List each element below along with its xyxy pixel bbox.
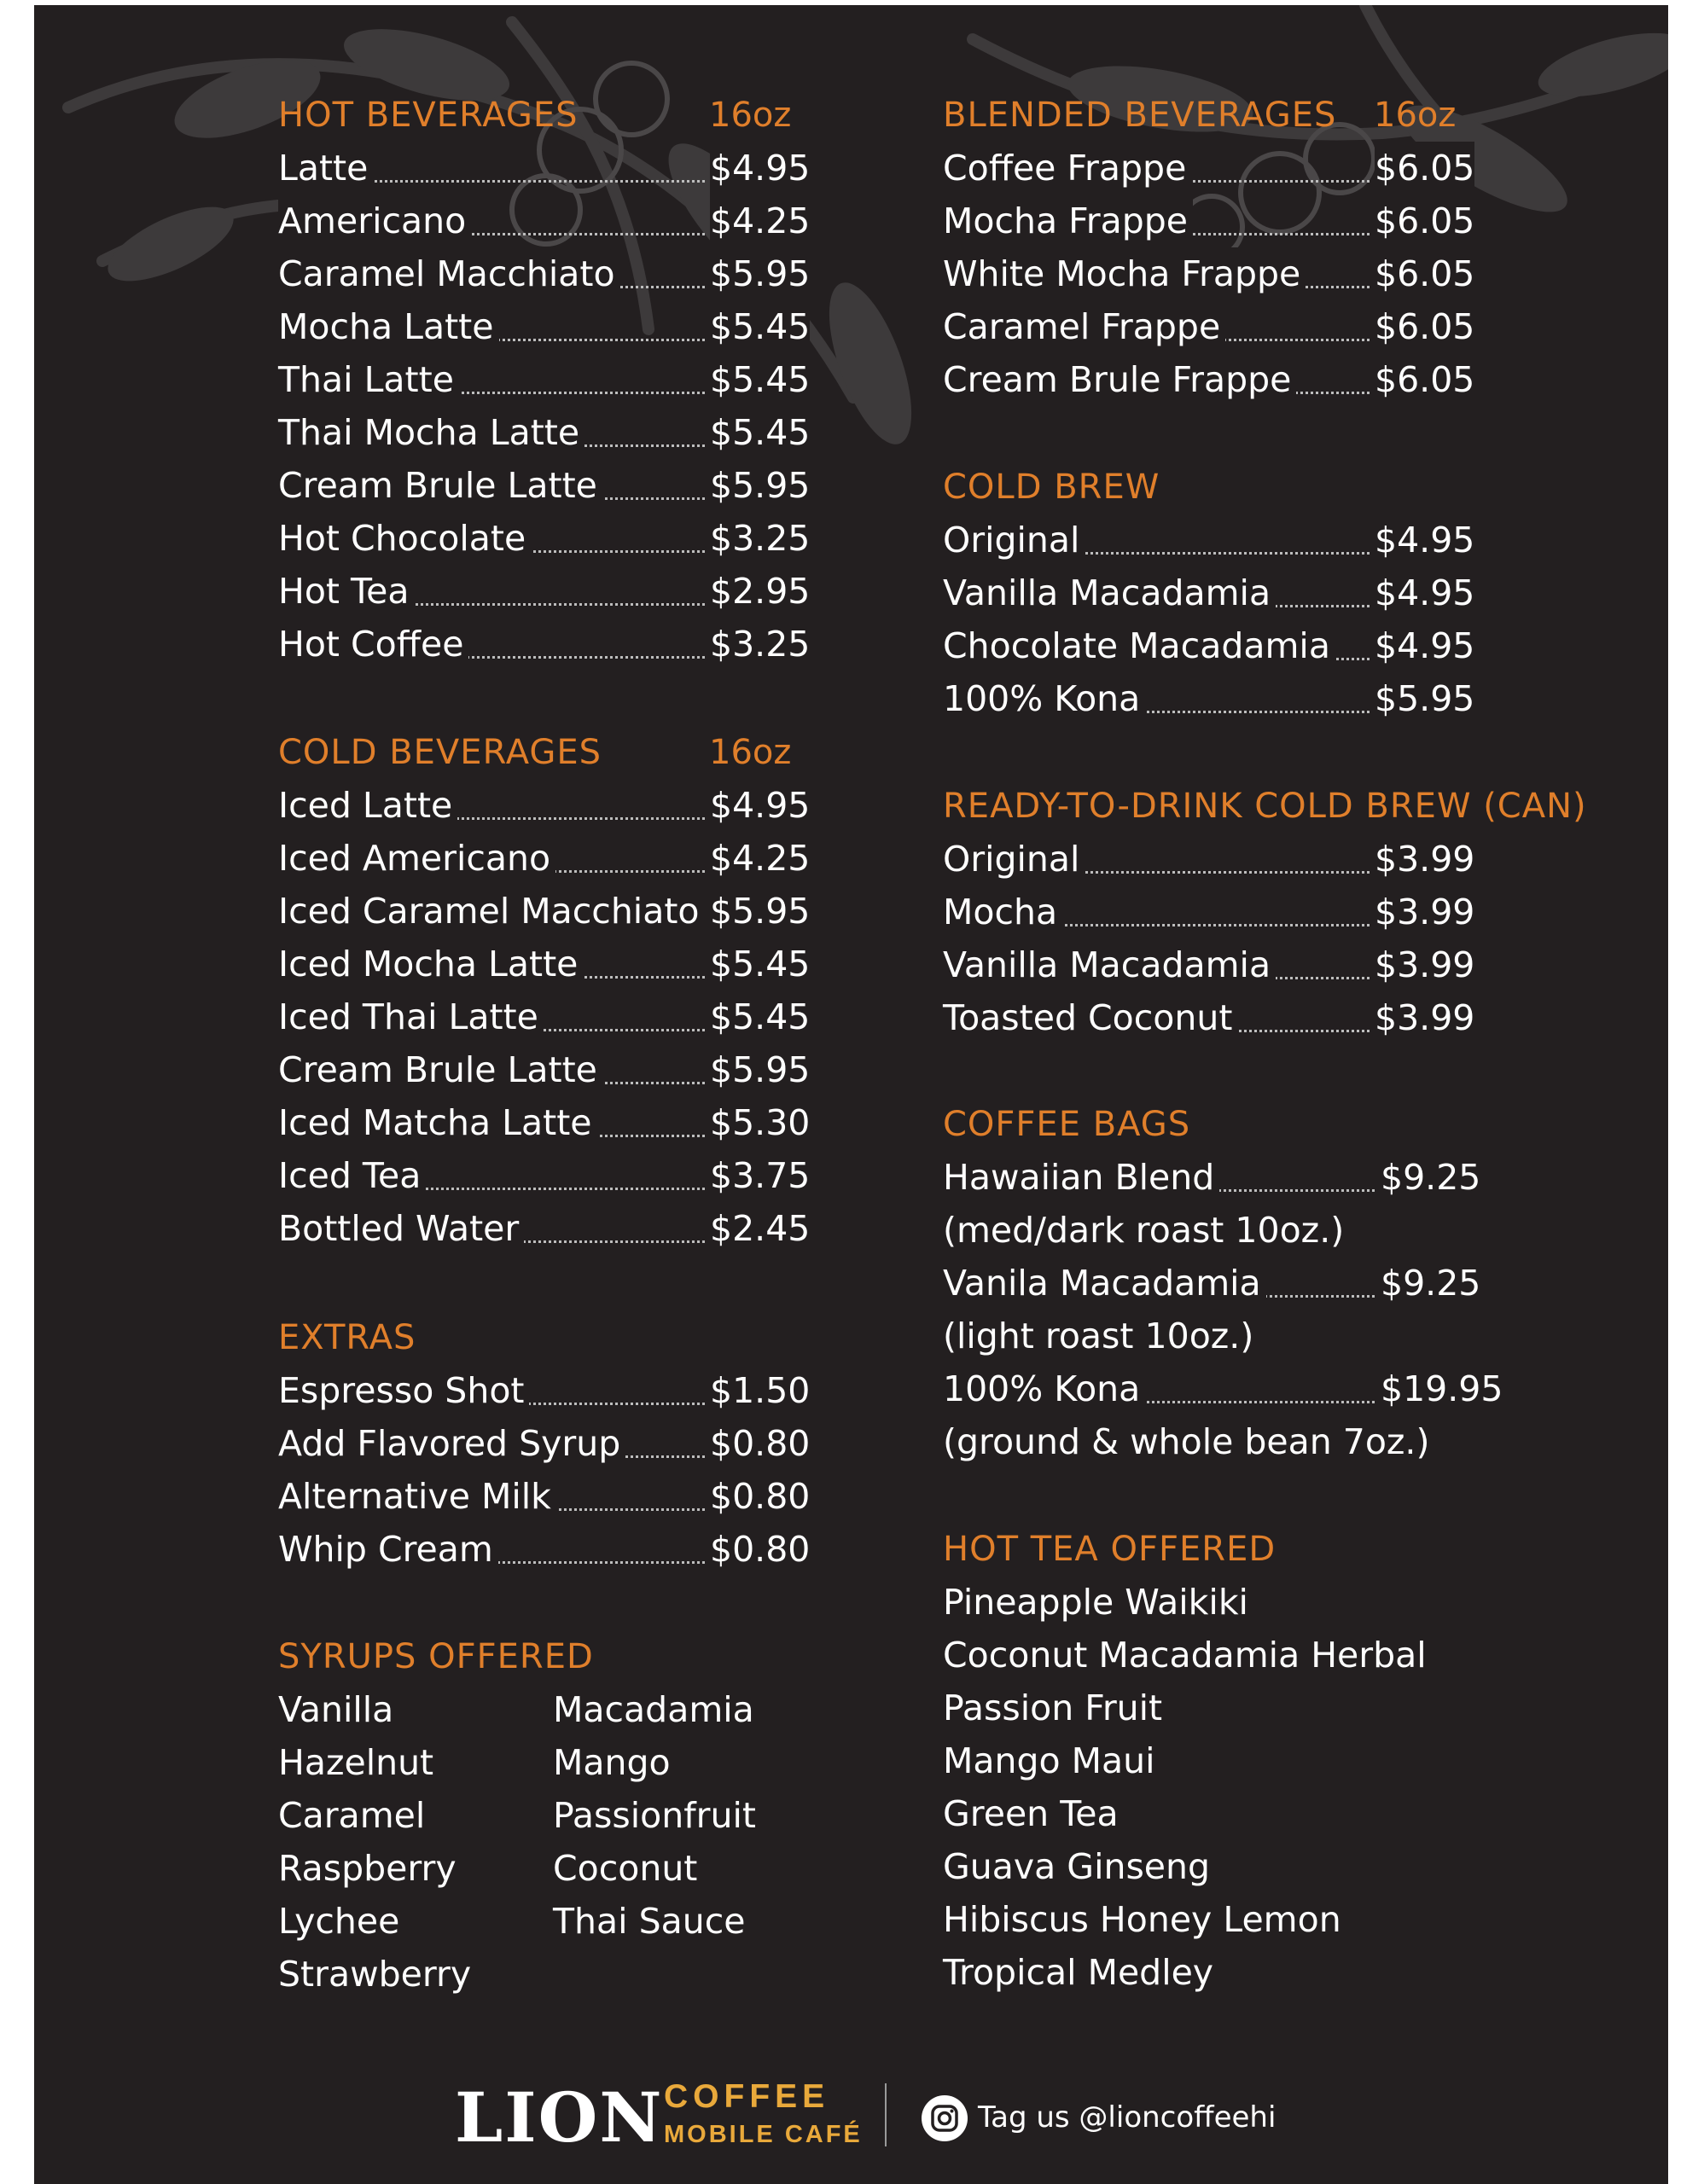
item-price: $5.45 [710,938,810,990]
item-name: Iced Americano [278,832,555,885]
item-name: Mocha [943,886,1062,938]
syrup-item: Lychee [278,1901,400,1942]
brand-logo-subtitle: MOBILE CAFÉ [664,2121,863,2148]
item-price: $4.95 [1375,619,1474,672]
item-price: $6.05 [1375,195,1474,247]
syrup-item: Hazelnut [278,1742,434,1783]
size-label: 16oz [709,96,792,135]
item-name: Caramel Frappe [943,300,1225,353]
menu-item [943,1151,1481,1204]
item-name: Hawaiian Blend [943,1151,1219,1204]
item-name: Chocolate Macadamia [943,619,1335,672]
menu-item [278,1202,811,1255]
item-name: Coffee Frappe [943,142,1191,195]
section-title: EXTRAS [278,1318,416,1357]
item-price: $3.75 [710,1149,810,1202]
item-name: Bottled Water [278,1202,524,1255]
item-name: Iced Matcha Latte [278,1096,597,1149]
menu-item [278,247,811,300]
menu-item [278,618,811,671]
item-price: $5.45 [710,990,810,1043]
menu-item [278,353,811,406]
item-price: $5.30 [710,1096,810,1149]
item-price: $6.05 [1375,300,1474,353]
menu-item [278,1096,811,1149]
menu-item [278,1364,811,1417]
item-name: Original [943,514,1085,566]
item-price: $3.99 [1375,833,1474,886]
menu-item [278,885,811,938]
menu-item [943,1257,1481,1310]
tea-item: Pineapple Waikiki [943,1582,1248,1623]
item-price: $6.05 [1375,142,1474,195]
brand-logo-coffee: COFFEE [664,2078,830,2115]
item-price: $1.50 [710,1364,810,1417]
menu-item [943,353,1475,406]
item-name: 100% Kona [943,672,1145,725]
menu-board [34,5,1668,2184]
tea-item: Hibiscus Honey Lemon [943,1899,1341,1940]
item-note: (med/dark roast 10oz.) [943,1210,1345,1251]
item-name: Vanilla Macadamia [943,566,1276,619]
syrup-item: Thai Sauce [553,1901,746,1942]
item-name: Iced Caramel Macchiato [278,885,704,938]
menu-item [278,142,811,195]
section-title: READY-TO-DRINK COLD BREW (CAN) [943,787,1587,826]
menu-item [943,938,1475,991]
tea-item: Mango Maui [943,1740,1155,1781]
menu-item [278,195,811,247]
menu-item [943,619,1475,672]
item-price: $0.80 [710,1417,810,1470]
menu-item [278,938,811,990]
item-price: $3.99 [1375,938,1474,991]
item-name: Iced Thai Latte [278,990,544,1043]
item-price: $4.25 [710,832,810,885]
menu-item [278,1470,811,1523]
menu-item [278,1043,811,1096]
section-title: HOT BEVERAGES [278,96,579,135]
section-title: COLD BEVERAGES [278,733,602,772]
menu-item [943,142,1475,195]
item-name: Vanila Macadamia [943,1257,1266,1310]
syrup-item: Mango [553,1742,671,1783]
syrup-item: Coconut [553,1848,698,1889]
item-name: White Mocha Frappe [943,247,1306,300]
item-price: $0.80 [710,1523,810,1576]
item-name: Hot Tea [278,565,414,618]
syrup-item: Strawberry [278,1954,472,1995]
menu-item [278,300,811,353]
item-price: $4.95 [1375,566,1474,619]
item-price: $5.95 [710,459,810,512]
item-name: Toasted Coconut [943,991,1237,1044]
section-title: HOT TEA OFFERED [943,1530,1277,1569]
menu-item [943,991,1475,1044]
item-price: $19.95 [1381,1362,1503,1415]
item-price: $2.95 [710,565,810,618]
item-name: Iced Mocha Latte [278,938,583,990]
item-price: $3.99 [1375,991,1474,1044]
item-price: $6.05 [1375,247,1474,300]
section-title: SYRUPS OFFERED [278,1637,594,1676]
syrup-item: Macadamia [553,1689,754,1730]
tea-item: Passion Fruit [943,1687,1163,1728]
item-name: Iced Tea [278,1149,426,1202]
item-price: $5.45 [710,353,810,406]
menu-item [943,247,1475,300]
menu-item [943,300,1475,353]
menu-item [943,1362,1503,1415]
item-name: Caramel Macchiato [278,247,620,300]
menu-item [943,514,1475,566]
item-price: $3.25 [710,618,810,671]
item-price: $4.25 [710,195,810,247]
menu-item [278,990,811,1043]
item-price: $4.95 [710,779,810,832]
item-name: Cream Brule Frappe [943,353,1296,406]
item-price: $0.80 [710,1470,810,1523]
menu-item [278,1149,811,1202]
item-name: Americano [278,195,471,247]
tea-item: Green Tea [943,1793,1119,1834]
item-name: Alternative Milk [278,1470,556,1523]
brand-logo-lion: LION [455,2077,664,2158]
section-title: BLENDED BEVERAGES [943,96,1337,135]
syrup-item: Passionfruit [553,1795,756,1836]
section-title: COFFEE BAGS [943,1105,1191,1144]
social-tag-text[interactable]: Tag us @lioncoffeehi [978,2100,1277,2135]
menu-item [278,565,811,618]
item-price: $4.95 [1375,514,1474,566]
item-name: Mocha Latte [278,300,499,353]
menu-item [943,833,1475,886]
footer-divider [885,2083,887,2146]
item-name: Whip Cream [278,1523,498,1576]
item-price: $5.95 [710,1043,810,1096]
instagram-icon[interactable] [922,2095,968,2141]
item-name: Cream Brule Latte [278,459,602,512]
footer [34,2070,1668,2164]
item-price: $5.95 [1375,672,1474,725]
item-price: $4.95 [710,142,810,195]
item-price: $3.25 [710,512,810,565]
menu-item [943,886,1475,938]
menu-item [943,672,1475,725]
item-price: $5.95 [710,885,810,938]
syrup-item: Caramel [278,1795,426,1836]
tea-item: Guava Ginseng [943,1846,1211,1887]
item-name: Mocha Frappe [943,195,1193,247]
item-price: $9.25 [1381,1257,1480,1310]
item-name: Espresso Shot [278,1364,529,1417]
item-name: Thai Latte [278,353,459,406]
syrup-item: Vanilla [278,1689,394,1730]
item-note: (ground & whole bean 7oz.) [943,1421,1430,1462]
item-price: $5.95 [710,247,810,300]
item-price: $2.45 [710,1202,810,1255]
item-price: $6.05 [1375,353,1474,406]
item-name: Vanilla Macadamia [943,938,1276,991]
menu-item [943,195,1475,247]
item-name: Latte [278,142,373,195]
menu-item [278,512,811,565]
menu-item [278,1417,811,1470]
item-price: $5.45 [710,300,810,353]
item-name: Thai Mocha Latte [278,406,584,459]
tea-item: Coconut Macadamia Herbal [943,1635,1427,1676]
item-name: Hot Chocolate [278,512,531,565]
item-name: Cream Brule Latte [278,1043,602,1096]
menu-item [278,1523,811,1576]
menu-item [278,459,811,512]
section-title: COLD BREW [943,468,1160,507]
item-price: $5.45 [710,406,810,459]
item-name: Add Flavored Syrup [278,1417,625,1470]
menu-item [278,832,811,885]
menu-item [278,406,811,459]
item-price: $3.99 [1375,886,1474,938]
tea-item: Tropical Medley [943,1952,1214,1993]
item-name: Hot Coffee [278,618,468,671]
size-label: 16oz [709,733,792,772]
syrup-item: Raspberry [278,1848,457,1889]
item-note: (light roast 10oz.) [943,1316,1254,1356]
menu-item [278,779,811,832]
item-price: $9.25 [1381,1151,1480,1204]
size-label: 16oz [1374,96,1457,135]
item-name: 100% Kona [943,1362,1145,1415]
item-name: Iced Latte [278,779,457,832]
menu-item [943,566,1475,619]
item-name: Original [943,833,1085,886]
